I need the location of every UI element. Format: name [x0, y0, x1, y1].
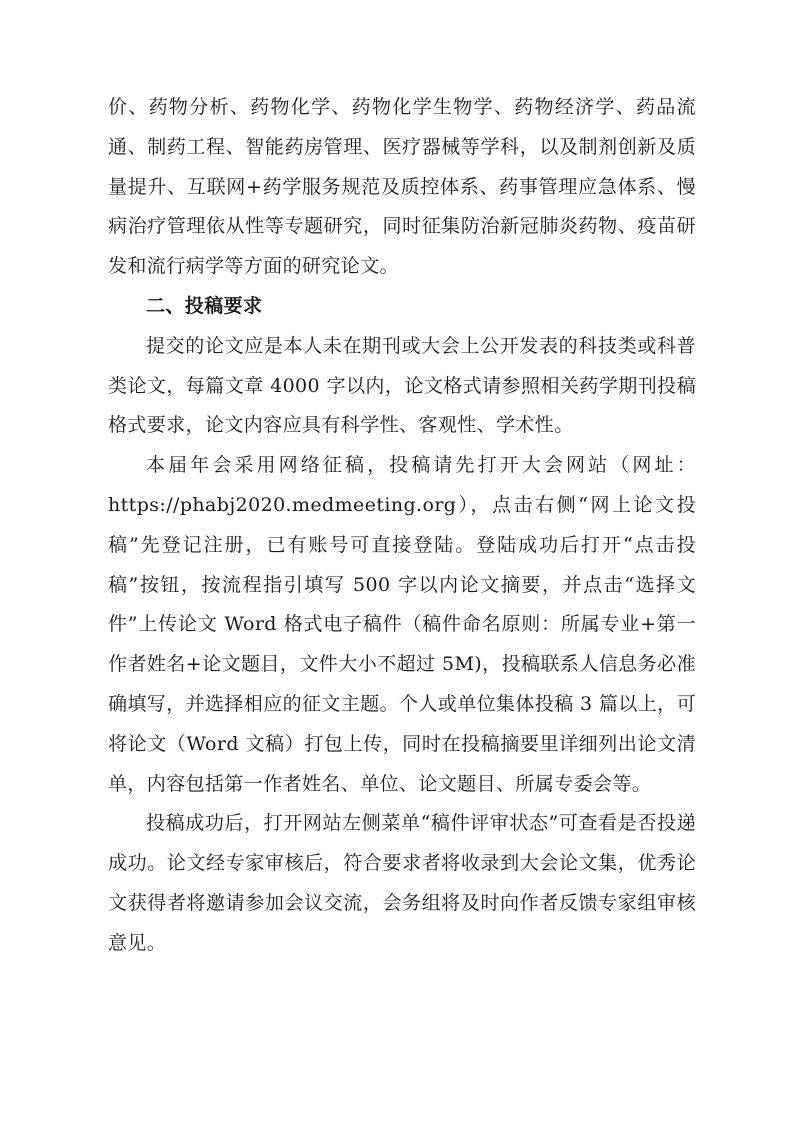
section-heading: 二、投稿要求: [146, 294, 263, 317]
paragraph-submission-process: 本届年会采用网络征稿，投稿请先打开大会网站（网址：https://phabj2020.medmeeting.org），点击右侧“网上论文投稿”先登记注册，已有账号可直接登陆。登陆成功后打开“点击投稿”按钮，按流程指引填写 500 字以内论文摘要，并点击“选择文件”上传论文 Word 格式电子稿件（稿件命名原则：所属专业+第一作者姓名+论文题目，文件大小不超过 5M)，投稿联系人信息务必准确填写，并选择相应的征文主题。个人或单位集体投稿 3 篇以上，可将论文（Word 文稿）打包上传，同时在投稿摘要里详细列出论文清单，内容包括第一作者姓名、单位、论文题目、所属专委会等。: [108, 454, 696, 795]
document-page: [108, 88, 696, 964]
paragraph-requirements: 提交的论文应是本人未在期刊或大会上公开发表的科技类或科普类论文，每篇文章 4000 字以内，论文格式请参照相关药学期刊投稿格式要求，论文内容应具有科学性、客观性、学术性。: [108, 334, 696, 437]
paragraph-continued: 价、药物分析、药物化学、药物化学生物学、药物经济学、药品流通、制药工程、智能药房管理、医疗器械等学科，以及制剂创新及质量提升、互联网+药学服务规范及质控体系、药事管理应急体系、慢病治疗管理依从性等专题研究，同时征集防治新冠肺炎药物、疫苗研发和流行病学等方面的研究论文。: [108, 96, 696, 278]
paragraph-after-submission: 投稿成功后，打开网站左侧菜单“稿件评审状态”可查看是否投递成功。论文经专家审核后，符合要求者将收录到大会论文集，优秀论文获得者将邀请参加会议交流，会务组将及时向作者反馈专家组审核意见。: [108, 812, 696, 954]
